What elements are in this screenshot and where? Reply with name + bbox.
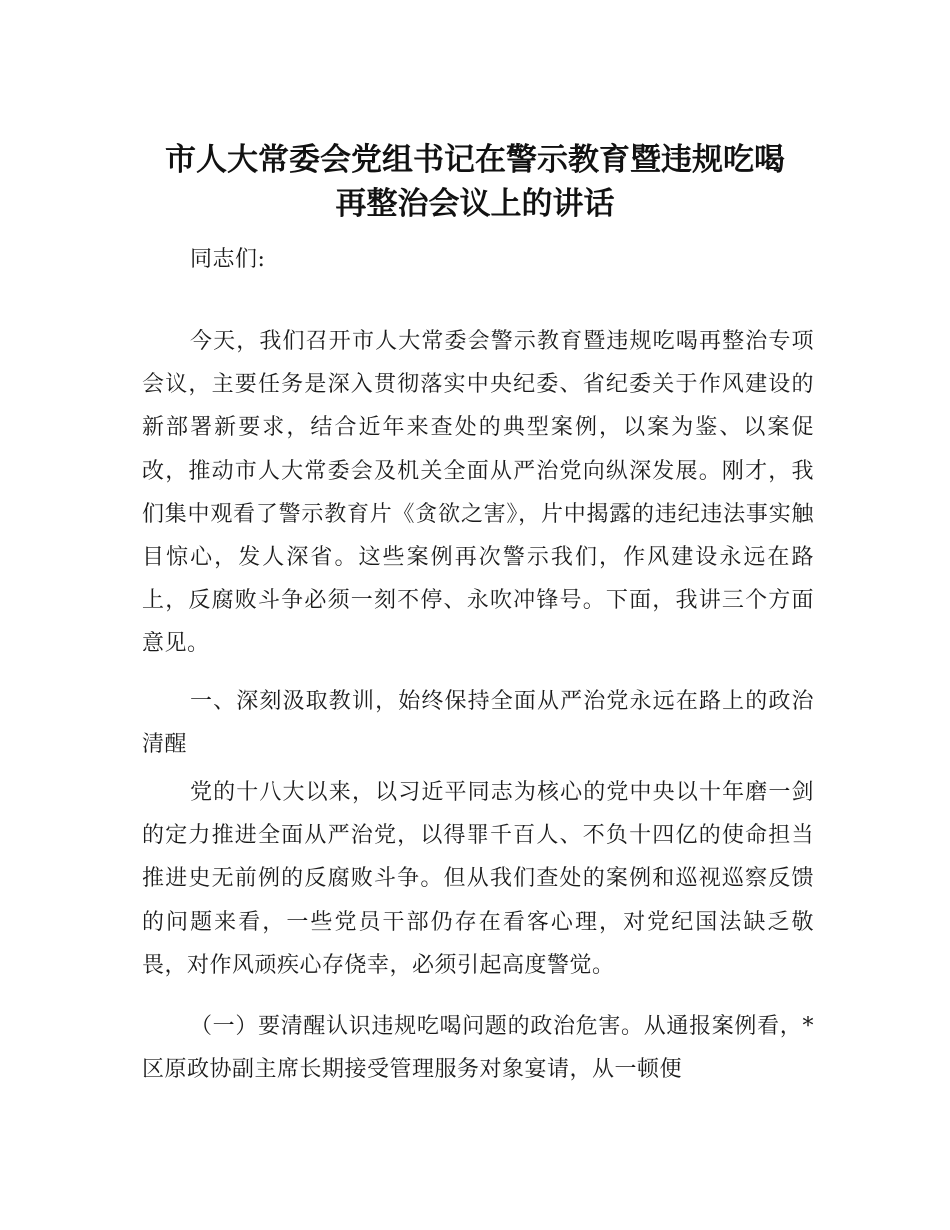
paragraph-opening: 今天，我们召开市人大常委会警示教育暨违规吃喝再整治专项会议，主要任务是深入贯彻落实中央纪委、省纪委关于作风建设的新部署新要求，结合近年来查处的典型案例，以案为鉴、以案促改，推动市人大常委会及机关全面从严治党向纵深发展。刚才，我们集中观看了警示教育片《贪欲之害》，片中揭露的违纪违法事实触目惊心，发人深省。这些案例再次警示我们，作风建设永远在路上，反腐败斗争必须一刻不停、永吹冲锋号。下面，我讲三个方面意见。: [142, 329, 814, 657]
document-title-line-1: 市人大常委会党组书记在警示教育暨违规吃喝: [165, 142, 785, 178]
section-heading-1: 一、深刻汲取教训，始终保持全面从严治党永远在路上的政治清醒: [142, 689, 814, 758]
salutation: 同志们:: [190, 247, 266, 272]
paragraph-section-1-body: 党的十八大以来，以习近平同志为核心的党中央以十年磨一剑的定力推进全面从严治党，以得罪千百人、不负十四亿的使命担当推进史无前例的反腐败斗争。但从我们查处的案例和巡视巡察反馈的问题来看，一些党员干部仍存在看客心理，对党纪国法缺乏敬畏，对作风顽疾心存侥幸，必须引起高度警觉。: [142, 780, 814, 978]
document-title-line-2: 再整治会议上的讲话: [335, 186, 615, 222]
paragraph-subsection-1: （一）要清醒认识违规吃喝问题的政治危害。从通报案例看，*区原政协副主席长期接受管理服务对象宴请，从一顿便: [142, 1014, 814, 1083]
